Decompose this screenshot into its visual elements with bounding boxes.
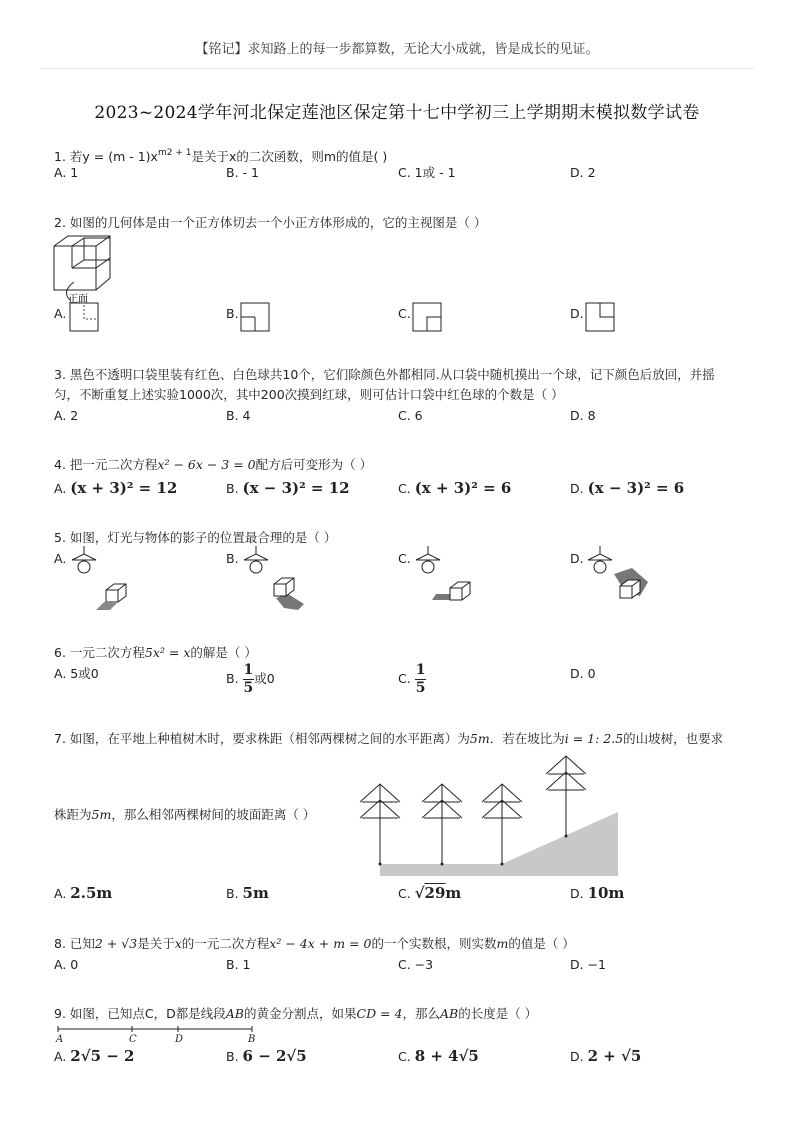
tree-4	[546, 756, 586, 836]
q6-option-d[interactable]: D. 0	[570, 666, 596, 681]
question-8-stem: 8. 已知2 + √3是关于x的一元二次方程x² − 4x + m = 0的一个实数根，则实数m的值是（ ）	[54, 936, 575, 951]
question-6-stem: 6. 一元二次方程5x² = x的解是（ ）	[54, 645, 257, 660]
q8-option-b[interactable]: B. 1	[226, 957, 251, 972]
q6-option-a[interactable]: A. 5或0	[54, 666, 99, 681]
question-7-line2: 株距为5m，那么相邻两棵树间的坡面距离（ ）	[54, 807, 316, 822]
point-d-label: D	[175, 1034, 184, 1045]
q2-option-d[interactable]: D.	[570, 306, 584, 321]
q6-option-c-fraction: $\frac{1}{5}$	[415, 662, 426, 696]
question-5-stem: 5. 如图，灯光与物体的影子的位置最合理的是（ ）	[54, 530, 337, 545]
q9-option-c[interactable]: C. 8 + 4√5	[398, 1047, 479, 1065]
q7-option-d[interactable]: D. 10m	[570, 884, 625, 902]
q1-option-c[interactable]: C. 1或 - 1	[398, 165, 456, 180]
q2-option-c-figure	[412, 302, 444, 334]
q4-option-b[interactable]: B. (x − 3)² = 12	[226, 479, 350, 497]
q5-option-d[interactable]: D.	[570, 551, 584, 566]
q3-option-d[interactable]: D. 8	[570, 408, 596, 423]
q5-option-c-figure	[412, 546, 482, 616]
q6-option-b-fraction: $\frac{1}{5}$	[243, 662, 254, 696]
q5-option-b[interactable]: B.	[226, 551, 239, 566]
q9-segment-figure	[56, 1024, 266, 1046]
exam-title: 2023~2024学年河北保定莲池区保定第十七中学初三上学期期末模拟数学试卷	[94, 103, 700, 123]
question-9-stem: 9. 如图，已知点C，D都是线段AB的黄金分割点，如果CD = 4，那么AB的长度是（ ）	[54, 1006, 538, 1021]
q1-option-b[interactable]: B. - 1	[226, 165, 259, 180]
question-1-stem: 1. 若$y = (m - 1)x^{m2 + 1}$是关于x的二次函数，则m的值是( )	[54, 148, 388, 164]
q9-option-d[interactable]: D. 2 + √5	[570, 1047, 642, 1065]
point-c-label: C	[129, 1034, 137, 1045]
tree-2	[422, 784, 462, 864]
tree-1	[360, 784, 400, 864]
q2-front-label: 正面	[68, 294, 88, 305]
q5-option-c[interactable]: C.	[398, 551, 411, 566]
q8-option-a[interactable]: A. 0	[54, 957, 79, 972]
q4-option-c[interactable]: C. (x + 3)² = 6	[398, 479, 512, 497]
q4-option-a[interactable]: A. (x + 3)² = 12	[54, 479, 178, 497]
point-a-label: A	[56, 1034, 64, 1045]
header-divider	[40, 68, 754, 69]
q2-option-a-figure	[69, 302, 101, 334]
q3-option-a[interactable]: A. 2	[54, 408, 79, 423]
q3-option-b[interactable]: B. 4	[226, 408, 251, 423]
q2-option-b-figure	[240, 302, 272, 334]
q3-option-c[interactable]: C. 6	[398, 408, 423, 423]
q7-trees-slope-figure	[352, 752, 622, 878]
q2-option-d-figure	[585, 302, 617, 334]
q1-option-d[interactable]: D. 2	[570, 165, 596, 180]
q9-option-a[interactable]: A. 2√5 − 2	[54, 1047, 135, 1065]
q8-option-d[interactable]: D. −1	[570, 957, 606, 972]
tree-3	[482, 784, 522, 864]
question-7-line1: 7. 如图，在平地上种植树木时，要求株距（相邻两棵树之间的水平距离）为5m．若在坡比为i = 1: 2.5的山坡树，也要求	[54, 731, 724, 746]
header-motto: 【铭记】求知路上的每一步都算数，无论大小成就，皆是成长的见证。	[195, 42, 599, 57]
question-3-line1: 3. 黑色不透明口袋里装有红色、白色球共10个，它们除颜色外都相同.从口袋中随机摸出一个球，记下颜色后放回，并摇	[54, 367, 715, 382]
q4-option-d[interactable]: D. (x − 3)² = 6	[570, 479, 685, 497]
q5-option-a[interactable]: A.	[54, 551, 67, 566]
q6-option-c[interactable]: C. $\frac{1}{5}$	[398, 662, 426, 696]
q1-option-a[interactable]: A. 1	[54, 165, 79, 180]
q6-option-b[interactable]: B. $\frac{1}{5}$ 或0	[226, 662, 275, 696]
point-b-label: B	[248, 1034, 256, 1045]
q2-option-b[interactable]: B.	[226, 306, 239, 321]
q5-option-d-figure	[584, 546, 654, 616]
q7-option-a[interactable]: A. 2.5m	[54, 884, 113, 902]
question-3-line2: 匀，不断重复上述实验1000次，其中200次摸到红球，则可估计口袋中红色球的个数是（ ）	[54, 387, 564, 402]
q5-option-a-figure	[68, 546, 138, 616]
q7-option-b[interactable]: B. 5m	[226, 884, 269, 902]
q2-option-a[interactable]: A.	[54, 306, 67, 321]
q8-option-c[interactable]: C. −3	[398, 957, 434, 972]
q2-option-c[interactable]: C.	[398, 306, 411, 321]
q9-option-b[interactable]: B. 6 − 2√5	[226, 1047, 307, 1065]
question-2-stem: 2. 如图的几何体是由一个正方体切去一个小正方体形成的，它的主视图是（ ）	[54, 215, 487, 230]
q5-option-b-figure	[240, 546, 310, 616]
question-4-stem: 4. 把一元二次方程x² − 6x − 3 = 0配方后可变形为（ ）	[54, 457, 373, 472]
q7-option-c[interactable]: C. √29m	[398, 884, 462, 902]
